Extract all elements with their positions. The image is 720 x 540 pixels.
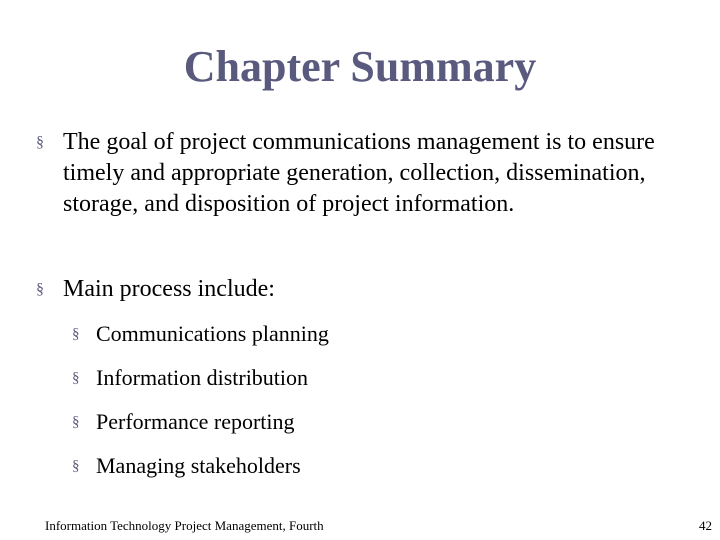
slide-title: Chapter Summary [183,42,537,91]
bullet-marker-icon: § [36,281,44,298]
sub-bullet-item [72,364,692,392]
sub-bullet-item [72,452,692,480]
sub-bullet-text: Information distribution [96,365,309,390]
page-number: 42 [699,518,712,533]
bullet-text: The goal of project communications management is to ensure timely and appropriate generation, collection, dissemination, storage, and disposition of project information. [63,129,655,217]
bullet-marker-icon: § [72,326,80,342]
sub-bullet-text: Managing stakeholders [96,453,301,478]
bullet-marker-icon: § [72,458,80,474]
sub-bullet-text: Communications planning [96,321,329,346]
bullet-item [36,274,690,305]
sub-bullet-text: Performance reporting [96,409,295,434]
bullet-marker-icon: § [72,414,80,430]
sub-bullet-item [72,408,692,436]
bullet-marker-icon: § [72,370,80,386]
bullet-text: Main process include: [63,276,275,302]
bullet-marker-icon: § [36,134,44,151]
footer-source: Information Technology Project Management, Fourth [45,518,324,533]
bullet-item [36,127,690,220]
sub-bullet-item [72,320,692,348]
